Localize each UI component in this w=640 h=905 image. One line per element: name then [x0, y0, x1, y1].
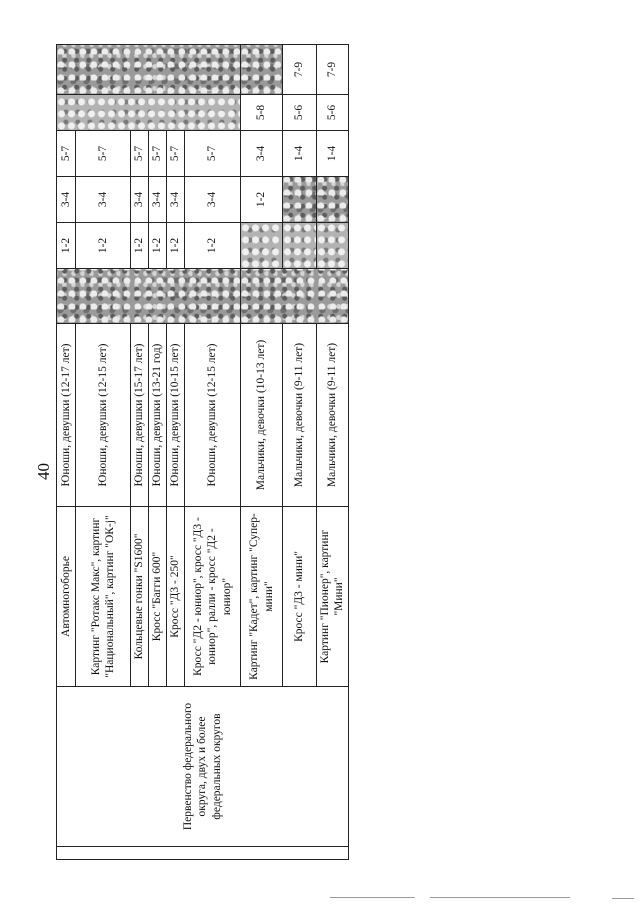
- scan-artifact: [612, 898, 634, 899]
- place-cell: 7-9: [317, 45, 349, 95]
- blank-column: [57, 847, 349, 860]
- place-cell: 5-7: [57, 131, 76, 177]
- age-group-cell: Мальчики, девочки (10-13 лет): [241, 324, 283, 507]
- place-cell: 1-4: [283, 131, 317, 177]
- place-cell: 3-4: [76, 177, 131, 223]
- place-cell: 1-2: [131, 223, 149, 269]
- age-group-cell: Юноши, девушки (12-15 лет): [185, 324, 241, 507]
- discipline-cell: Картинг "Ротакс Макс", картинг "Национальный", картинг "ОК-j": [76, 507, 131, 687]
- place-cell: 1-4: [317, 131, 349, 177]
- age-group-cell: Мальчики, девочки (9-11 лет): [317, 324, 349, 507]
- age-group-cell: Юноши, девушки (12-15 лет): [76, 324, 131, 507]
- discipline-cell: Кросс "Багги 600": [149, 507, 167, 687]
- place-cell: 1-2: [185, 223, 241, 269]
- place-cell: 5-6: [317, 95, 349, 131]
- stage-label: Первенство федерального округа, двух и более федеральных округов: [57, 687, 349, 847]
- place-cell: 5-7: [185, 131, 241, 177]
- age-group-cell: Юноши, девушки (15-17 лет): [131, 324, 149, 507]
- age-group-cell: Юноши, девушки (13-21 год): [149, 324, 167, 507]
- scan-artifact: [430, 897, 570, 898]
- shaded-cell: [241, 45, 283, 95]
- sports-ranks-table: [56, 44, 349, 860]
- discipline-cell: Картинг "Пионер", картинг "Мини": [317, 507, 349, 687]
- shaded-cell: [283, 177, 317, 223]
- place-cell: 1-2: [76, 223, 131, 269]
- place-cell: 5-7: [76, 131, 131, 177]
- place-cell: 1-2: [167, 223, 185, 269]
- place-cell: 3-4: [57, 177, 76, 223]
- shaded-cell: [283, 223, 317, 269]
- shaded-cell: [241, 223, 283, 269]
- shaded-cell: [241, 269, 349, 324]
- age-group-cell: Мальчики, девочки (9-11 лет): [283, 324, 317, 507]
- place-cell: 1-2: [57, 223, 76, 269]
- place-cell: 3-4: [131, 177, 149, 223]
- place-cell: 3-4: [149, 177, 167, 223]
- place-cell: 5-8: [241, 95, 283, 131]
- place-cell: 5-7: [167, 131, 185, 177]
- discipline-cell: Кольцевые гонки "S1600": [131, 507, 149, 687]
- shaded-cell: [317, 177, 349, 223]
- discipline-cell: Кросс "Д2 - юниор", кросс "Д3 - юниор", ралли - кросс "Д2 - юниор": [185, 507, 241, 687]
- shaded-cell: [57, 45, 241, 95]
- place-cell: 1-2: [241, 177, 283, 223]
- place-cell: 5-6: [283, 95, 317, 131]
- page-number: 40: [34, 463, 53, 480]
- discipline-cell: Картинг "Кадет", картинг "Супер-мини": [241, 507, 283, 687]
- scan-artifact: [330, 897, 415, 898]
- place-cell: 1-2: [149, 223, 167, 269]
- rotated-table-block: [34, 45, 346, 860]
- shaded-cell: [57, 95, 241, 131]
- shaded-cell: [317, 223, 349, 269]
- place-cell: 7-9: [283, 45, 317, 95]
- discipline-cell: Кросс "Д3 - 250": [167, 507, 185, 687]
- age-group-cell: Юноши, девушки (12-17 лет): [57, 324, 76, 507]
- place-cell: 3-4: [185, 177, 241, 223]
- table-row: [57, 45, 76, 860]
- age-group-cell: Юноши, девушки (10-15 лет): [167, 324, 185, 507]
- place-cell: 5-7: [149, 131, 167, 177]
- place-cell: 3-4: [241, 131, 283, 177]
- place-cell: 5-7: [131, 131, 149, 177]
- discipline-cell: Кросс "Д3 - мини": [283, 507, 317, 687]
- place-cell: 3-4: [167, 177, 185, 223]
- shaded-cell: [57, 269, 241, 324]
- discipline-cell: Автомногоборье: [57, 507, 76, 687]
